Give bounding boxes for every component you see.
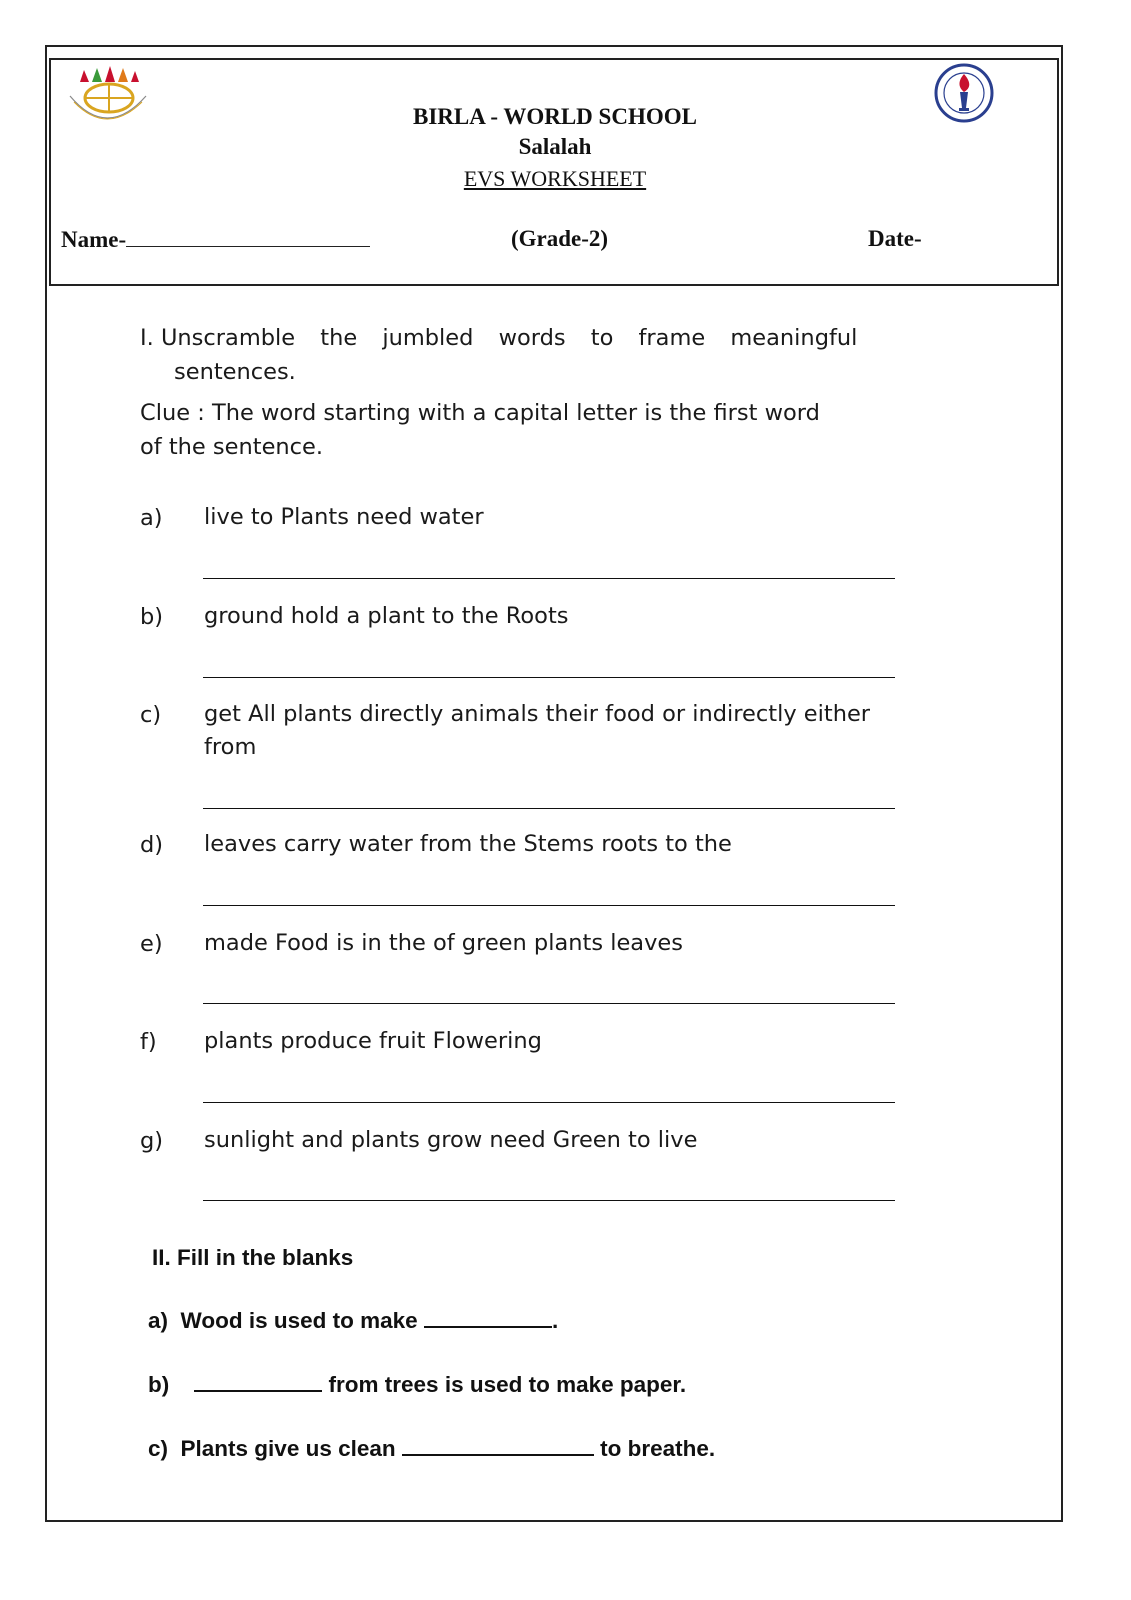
answer-line-b[interactable] bbox=[203, 677, 895, 678]
blank-c[interactable] bbox=[402, 1436, 594, 1456]
question-g-letter: g) bbox=[140, 1128, 164, 1154]
answer-line-e[interactable] bbox=[203, 1003, 895, 1004]
blank-b[interactable] bbox=[194, 1372, 322, 1392]
question-e-text: made Food is in the of green plants leaves bbox=[204, 930, 683, 956]
fill-blank-b: b) from trees is used to make paper. bbox=[148, 1372, 687, 1397]
name-field bbox=[61, 226, 370, 253]
section2-heading: II. Fill in the blanks bbox=[152, 1245, 354, 1270]
fill-blank-a: a) Wood is used to make . bbox=[148, 1308, 559, 1333]
answer-line-c[interactable] bbox=[203, 808, 895, 809]
question-f-letter: f) bbox=[140, 1029, 157, 1055]
grade-label: (Grade-2) bbox=[511, 226, 609, 251]
section1-heading-cont: sentences. bbox=[174, 359, 296, 385]
question-e-letter: e) bbox=[140, 931, 163, 957]
answer-line-f[interactable] bbox=[203, 1102, 895, 1103]
question-c-text-cont: from bbox=[204, 734, 257, 760]
name-label: Name- bbox=[61, 227, 127, 252]
answer-line-d[interactable] bbox=[203, 905, 895, 906]
question-d-text: leaves carry water from the Stems roots to the bbox=[204, 831, 732, 857]
question-c-text: get All plants directly animals their food or indirectly either bbox=[204, 701, 871, 727]
question-g-text: sunlight and plants grow need Green to live bbox=[204, 1127, 698, 1153]
clue-line: Clue : The word starting with a capital letter is the first word bbox=[140, 400, 820, 426]
fill-blank-c: c) Plants give us clean to breathe. bbox=[148, 1436, 716, 1461]
answer-line-g[interactable] bbox=[203, 1200, 895, 1201]
clue-line-cont: of the sentence. bbox=[140, 434, 324, 460]
question-c-letter: c) bbox=[140, 702, 162, 728]
blank-a[interactable] bbox=[424, 1308, 552, 1328]
name-write-line bbox=[126, 226, 370, 247]
question-a-letter: a) bbox=[140, 505, 163, 531]
question-a-text: live to Plants need water bbox=[204, 504, 484, 530]
date-label: Date- bbox=[868, 226, 922, 251]
worksheet-title: EVS WORKSHEET bbox=[463, 166, 647, 191]
question-d-letter: d) bbox=[140, 832, 164, 858]
school-name: BIRLA - WORLD SCHOOL bbox=[413, 104, 697, 129]
question-b-text: ground hold a plant to the Roots bbox=[204, 603, 569, 629]
answer-line-a[interactable] bbox=[203, 578, 895, 579]
question-f-text: plants produce fruit Flowering bbox=[204, 1028, 542, 1054]
school-city: Salalah bbox=[518, 134, 592, 159]
question-b-letter: b) bbox=[140, 604, 164, 630]
section1-heading: I. Unscramble the jumbled words to frame meaningful bbox=[140, 325, 858, 351]
